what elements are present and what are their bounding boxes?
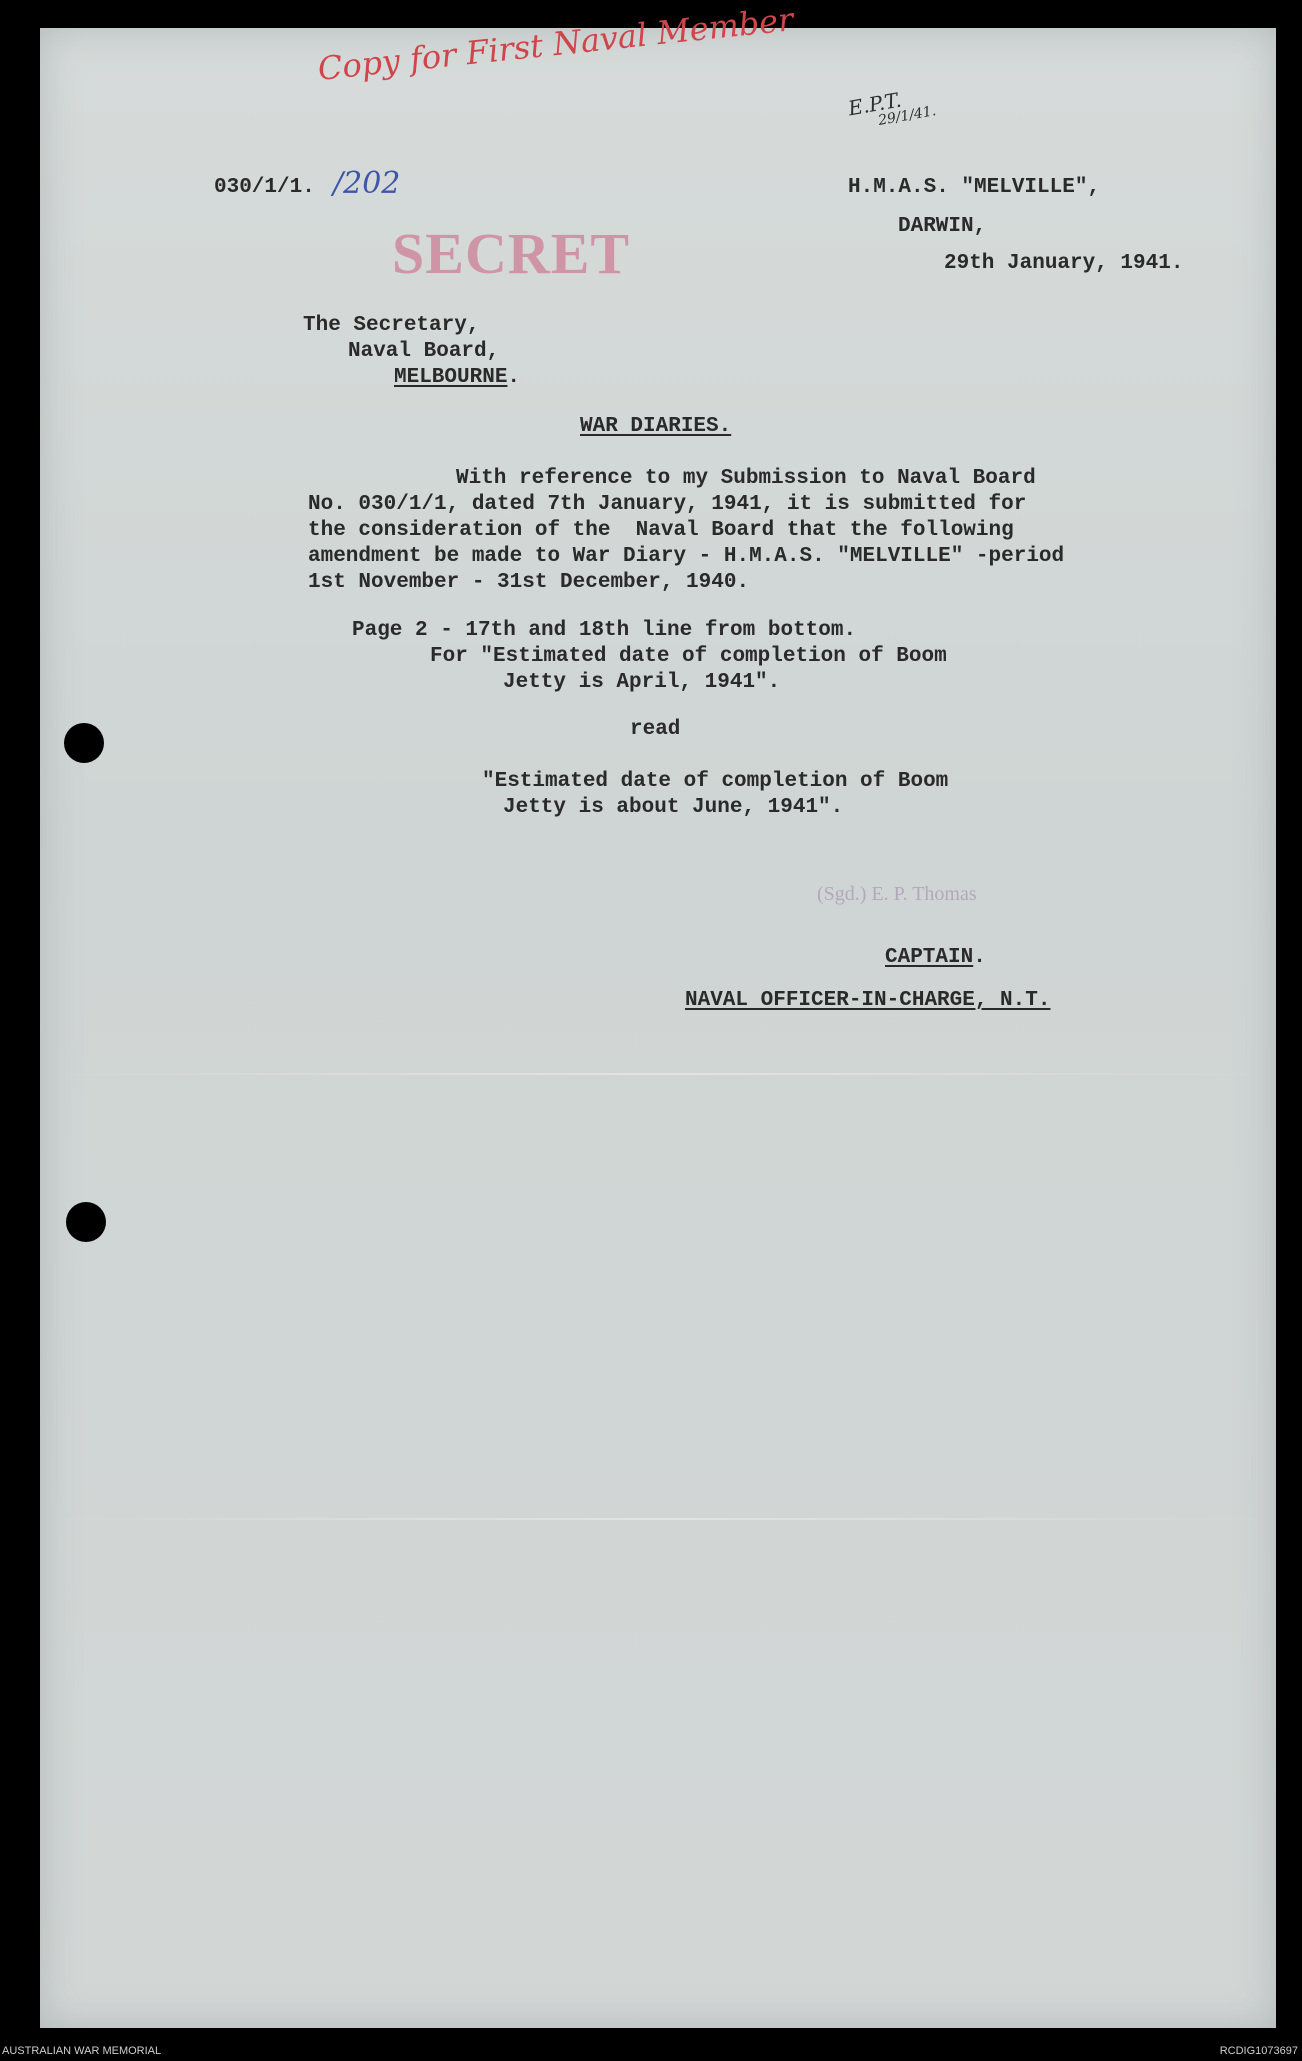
file-number-value: 202 — [343, 166, 401, 201]
secret-stamp: SECRET — [392, 221, 631, 286]
fold-line — [40, 1518, 1276, 1520]
punch-hole — [64, 723, 104, 763]
fold-line — [40, 1073, 1276, 1075]
archive-reference: RCDIG1073697 — [1219, 2045, 1298, 2057]
amendment-read: read — [630, 718, 681, 741]
copy-note-annotation: Copy for First Naval Member — [316, 0, 796, 88]
body-line-1: With reference to my Submission to Naval Board — [456, 467, 1036, 490]
body-line-2: No. 030/1/1, dated 7th January, 1941, it is submitted for — [308, 493, 1027, 516]
addressee-line-1: The Secretary, — [303, 314, 480, 337]
document-page — [40, 28, 1276, 2028]
body-line-4: amendment be made to War Diary - H.M.A.S. "MELVILLE" -period — [308, 545, 1065, 568]
initials-annotation: E.P.T. — [846, 87, 904, 121]
amendment-line-3: Jetty is April, 1941". — [503, 671, 781, 694]
amendment-line-1: Page 2 - 17th and 18th line from bottom. — [352, 619, 857, 642]
sender-place: DARWIN, — [898, 215, 987, 238]
amendment-line-5: Jetty is about June, 1941". — [503, 796, 844, 819]
initials-date-annotation: 29/1/41. — [877, 103, 938, 129]
addressee-city: MELBOURNE — [394, 366, 508, 389]
amendment-line-2: For "Estimated date of completion of Boom — [430, 645, 947, 668]
amendment-line-4: "Estimated date of completion of Boom — [482, 770, 949, 793]
signatory-title: NAVAL OFFICER-IN-CHARGE, N.T. — [685, 989, 1051, 1012]
addressee-line-3: MELBOURNE. — [394, 366, 521, 389]
signatory-rank-text: CAPTAIN — [885, 946, 974, 969]
body-line-5: 1st November - 31st December, 1940. — [308, 571, 750, 594]
file-number-annotation: /202 — [333, 166, 401, 201]
letter-date: 29th January, 1941. — [944, 252, 1184, 275]
body-line-3: the consideration of the Naval Board that the following — [308, 519, 1014, 542]
punch-hole — [66, 1202, 106, 1242]
archive-credit: AUSTRALIAN WAR MEMORIAL — [2, 2045, 162, 2057]
signature-stamp: (Sgd.) E. P. Thomas — [817, 883, 977, 905]
sender-ship: H.M.A.S. "MELVILLE", — [848, 176, 1101, 199]
signatory-rank: CAPTAIN. — [885, 946, 986, 969]
subject-heading: WAR DIARIES. — [580, 415, 732, 438]
addressee-line-2: Naval Board, — [348, 340, 500, 363]
file-reference: 030/1/1. — [214, 176, 315, 199]
